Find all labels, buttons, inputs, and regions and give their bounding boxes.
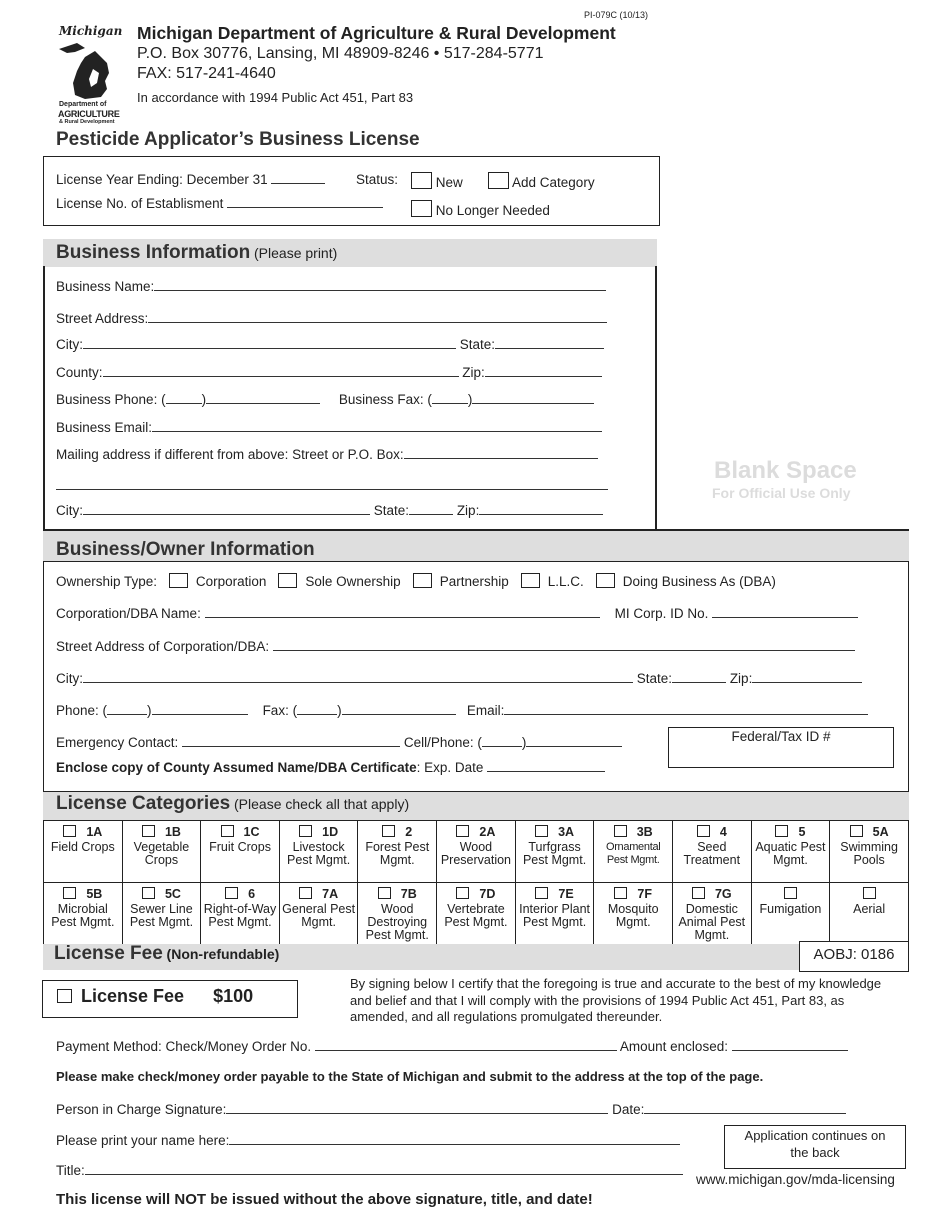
business-fax-label: Business Fax: ( [338,392,432,407]
form-code: PI-079C (10/13) [584,10,649,20]
ownership-checkbox[interactable] [278,573,297,588]
fee-title: License Fee [54,943,163,964]
corp-name-label: Corporation/DBA Name: [56,606,201,621]
category-header [673,887,751,901]
category-cell[interactable] [44,883,123,945]
business-info-title: Business Information [56,242,251,263]
category-label: Microbial Pest Mgmt. [51,902,115,929]
category-cell[interactable] [437,821,516,883]
corp-city-field[interactable] [83,671,633,683]
category-header [44,887,122,901]
corp-name-field[interactable] [205,606,600,618]
categories-row-1 [44,821,909,883]
category-checkbox[interactable] [535,887,548,899]
license-year-row [56,172,325,187]
category-cell[interactable] [515,883,594,945]
category-checkbox[interactable] [850,825,863,837]
category-checkbox[interactable] [63,887,76,899]
fee-heading [54,943,279,965]
agency-fax: FAX: 517-241-4640 [137,65,276,82]
ownership-type-options [161,574,776,589]
category-header [830,887,908,901]
mailing-label: Mailing address if different from above: Street or P.O. Box: [56,447,404,462]
category-checkbox[interactable] [221,825,234,837]
fee-option [57,986,253,1007]
ownership-label: L.L.C. [547,574,584,589]
category-cell[interactable] [279,821,358,883]
corp-street-field[interactable] [273,639,855,651]
corp-phone-field[interactable] [152,703,248,715]
print-name-label: Please print your name here: [56,1133,230,1148]
county-label: County: [56,365,103,380]
category-header [437,825,515,839]
title-row [56,1163,683,1178]
category-cell[interactable] [673,883,752,945]
category-code: 5 [798,825,806,839]
date-label: Date: [612,1102,645,1117]
business-info-heading [56,242,337,264]
category-cell[interactable] [594,821,673,883]
category-label: Field Crops [50,840,115,854]
category-cell[interactable] [44,821,123,883]
categories-table [43,820,909,945]
category-header [123,887,201,901]
corp-id-field[interactable] [712,606,858,618]
category-cell[interactable] [201,821,280,883]
agency-address: P.O. Box 30776, Lansing, MI 48909-8246 • 517-284-5771 [137,45,544,62]
category-header [280,887,358,901]
category-code: 5B [86,887,103,901]
mailing-state-field[interactable] [409,503,453,515]
category-cell[interactable] [122,821,201,883]
category-code: 2A [479,825,496,839]
ownership-label: Doing Business As (DBA) [622,574,776,589]
corp-phone-row [56,703,868,718]
cell-label: Cell/Phone: ( [403,735,482,750]
new-label: New [435,175,463,190]
city-row [56,337,604,352]
category-checkbox[interactable] [863,887,876,899]
status-new [411,172,463,190]
category-label: Ornamental Pest Mgmt. [605,841,661,866]
print-name-field[interactable] [229,1133,680,1145]
category-cell[interactable] [515,821,594,883]
ownership-type-row [56,573,776,589]
payment-row [56,1039,848,1054]
enclose-rest: : Exp. Date [416,760,484,775]
category-label: Mosquito Mgmt. [607,902,659,929]
category-code: 3B [636,825,653,839]
category-label: Sewer Line Pest Mgmt. [129,902,194,929]
title-field[interactable] [85,1163,683,1175]
business-info-subtitle: (Please print) [254,245,338,261]
category-checkbox[interactable] [614,825,627,837]
mailing-state-label: State: [373,503,410,518]
category-checkbox[interactable] [614,887,627,899]
category-code: 1A [86,825,103,839]
category-header [830,825,908,839]
business-fax-area[interactable] [432,392,468,404]
title-label: Title: [56,1163,85,1178]
signature-warning: This license will NOT be issued without the above signature, title, and date! [56,1191,593,1208]
amount-enclosed-label: Amount enclosed: [619,1039,728,1054]
federal-tax-id-label: Federal/Tax ID # [731,729,831,744]
business-name-field[interactable] [154,279,606,291]
mailing-city-label: City: [56,503,83,518]
enclose-bold: Enclose copy of County Assumed Name/DBA Certificate [56,760,417,775]
print-name-row [56,1133,680,1148]
category-checkbox[interactable] [382,825,395,837]
license-fee-label: License Fee [81,986,185,1006]
aobj-code: AOBJ: 0186 [813,946,895,963]
business-email-label: Business Email: [56,420,153,435]
mailing-line-2[interactable] [56,476,608,490]
cell-close: ) [521,735,527,750]
category-cell[interactable] [201,883,280,945]
category-code: 5A [872,825,889,839]
category-label: Forest Pest Mgmt. [365,840,430,867]
business-phone-label: Business Phone: ( [56,392,166,407]
category-label: Right-of-Way Pest Mgmt. [203,902,277,929]
corp-street-label: Street Address of Corporation/DBA: [56,639,270,654]
dba-exp-date-field[interactable] [487,760,605,772]
logo-script: Michigan [59,24,123,38]
corp-fax-label: Fax: ( [262,703,298,718]
status-add-category [488,172,595,190]
cell-field[interactable] [526,735,622,747]
category-label: Livestock Pest Mgmt. [287,840,351,867]
ownership-checkbox[interactable] [169,573,188,588]
category-cell[interactable] [279,883,358,945]
emergency-row [56,735,622,750]
corp-state-field[interactable] [672,671,726,683]
category-header [201,887,279,901]
corp-fax-field[interactable] [342,703,456,715]
license-year-field[interactable] [271,172,325,184]
public-act: In accordance with 1994 Public Act 451, Part 83 [137,90,414,105]
category-header [516,887,594,901]
ownership-checkbox[interactable] [596,573,615,588]
category-label: Vegetable Crops [133,840,190,867]
ownership-checkbox[interactable] [521,573,540,588]
category-checkbox[interactable] [142,887,155,899]
signature-row [56,1102,846,1117]
category-header [123,825,201,839]
category-label: Vertebrate Pest Mgmt. [444,902,508,929]
category-code: 5C [164,887,181,901]
category-code: 6 [248,887,256,901]
ownership-label: Partnership [439,574,509,589]
mailing-city-row [56,503,603,518]
amount-enclosed-field[interactable] [732,1039,848,1051]
cell-area[interactable] [482,735,522,747]
state-field[interactable] [495,337,604,349]
corp-fax-close: ) [337,703,342,718]
license-fee-checkbox[interactable] [57,989,72,1003]
county-field[interactable] [103,365,459,377]
category-cell[interactable] [358,883,437,945]
category-code: 7E [558,887,574,901]
category-checkbox[interactable] [378,887,391,899]
license-fee-amount: $100 [213,986,254,1006]
category-header [201,825,279,839]
corp-name-row [56,606,858,621]
category-checkbox[interactable] [142,825,155,837]
category-checkbox[interactable] [697,825,710,837]
phone-row [56,392,594,407]
business-info-border-left [43,266,45,530]
category-checkbox[interactable] [784,887,797,899]
category-code: 7F [637,887,652,901]
business-phone-close: ) [201,392,207,407]
category-label: General Pest Mgmt. [282,902,356,929]
license-no-row [56,196,383,211]
business-phone-field[interactable] [206,392,320,404]
category-cell[interactable] [594,883,673,945]
corp-email-label: Email: [466,703,505,718]
category-header [358,825,436,839]
license-no-label: License No. of Establisment [56,196,224,211]
email-row [56,420,602,435]
ownership-label: Sole Ownership [305,574,401,589]
category-code: 4 [719,825,727,839]
certification-text: By signing below I certify that the foregoing is true and accurate to the best of my knowledge and belief and that I will comply with the provisions of 1994 Public Act 451, Part 83, as amended, and all regulations promulgated thereunder. [350,976,882,1024]
logo-line-1: Department of [59,101,107,108]
category-checkbox[interactable] [225,887,238,899]
category-label: Seed Treatment [683,840,741,867]
emergency-field[interactable] [182,735,400,747]
mailing-zip-label: Zip: [456,503,480,518]
category-label: Aquatic Pest Mgmt. [755,840,826,867]
corp-id-label: MI Corp. ID No. [614,606,709,621]
corp-zip-field[interactable] [752,671,862,683]
category-header [752,887,830,901]
category-cell[interactable] [437,883,516,945]
ownership-option [278,574,400,589]
corp-phone-close: ) [147,703,152,718]
category-checkbox[interactable] [456,825,469,837]
corp-email-field[interactable] [504,703,868,715]
category-checkbox[interactable] [299,825,312,837]
mailing-city-field[interactable] [83,503,370,515]
category-code: 1D [322,825,339,839]
category-cell[interactable] [358,821,437,883]
new-checkbox[interactable] [411,172,432,189]
corp-street-row [56,639,855,654]
mailing-row [56,447,598,462]
business-name-label: Business Name: [56,279,155,294]
license-year-label: License Year Ending: December 31 [56,172,268,187]
category-code: 1C [243,825,260,839]
category-label: Interior Plant Pest Mgmt. [519,902,590,929]
ownership-option [596,574,776,589]
category-header [594,825,672,839]
ownership-option [413,574,509,589]
corp-state-label: State: [636,671,673,686]
continues-note: Application continues on the back [744,1128,886,1160]
category-cell[interactable] [751,883,830,945]
street-field[interactable] [148,311,607,323]
category-checkbox[interactable] [456,887,469,899]
category-label: Fumigation [759,902,822,916]
street-row [56,311,607,326]
category-label: Wood Destroying Pest Mgmt. [365,902,429,942]
zip-field[interactable] [485,365,602,377]
category-label: Domestic Animal Pest Mgmt. [678,902,746,942]
ownership-checkbox[interactable] [413,573,432,588]
category-code: 7A [322,887,339,901]
category-header [594,887,672,901]
signature-field[interactable] [226,1102,608,1114]
business-phone-area[interactable] [166,392,202,404]
website-link[interactable]: www.michigan.gov/mda-licensing [696,1172,895,1187]
mailing-field[interactable] [404,447,598,459]
add-category-checkbox[interactable] [488,172,509,189]
michigan-map-icon [55,39,127,101]
category-code: 2 [405,825,413,839]
business-email-field[interactable] [152,420,602,432]
category-label: Swimming Pools [840,840,898,867]
category-code: 1B [164,825,181,839]
category-checkbox[interactable] [775,825,788,837]
category-cell[interactable] [673,821,752,883]
categories-heading [56,793,409,815]
categories-title: License Categories [56,793,231,814]
logo-line-2: AGRICULTURE [58,109,120,119]
logo-line-3: & Rural Development [59,119,115,125]
street-label: Street Address: [56,311,149,326]
category-cell[interactable] [830,821,909,883]
category-label: Fruit Crops [209,840,271,854]
category-header [516,825,594,839]
owner-info-title: Business/Owner Information [56,539,315,560]
page-title: Pesticide Applicator’s Business License [56,129,420,150]
category-header [280,825,358,839]
category-header [437,887,515,901]
official-use-title: Blank Space [714,457,857,484]
corp-zip-label: Zip: [729,671,753,686]
city-field[interactable] [83,337,456,349]
zip-label: Zip: [462,365,485,380]
category-cell[interactable] [122,883,201,945]
status-box [43,156,660,226]
business-info-border-right [655,266,657,530]
license-no-field[interactable] [227,196,383,208]
corp-phone-area[interactable] [107,703,147,715]
corp-phone-label: Phone: ( [56,703,108,718]
ownership-option [521,574,584,589]
ownership-option [169,574,267,589]
category-label: Aerial [853,902,886,916]
business-fax-field[interactable] [472,392,594,404]
category-checkbox[interactable] [63,825,76,837]
state-label: State: [459,337,496,352]
business-fax-close: ) [467,392,473,407]
category-header [358,887,436,901]
payment-label: Payment Method: Check/Money Order No. [56,1039,312,1054]
fee-subtitle: (Non-refundable) [166,946,280,962]
enclose-row [56,760,605,775]
category-checkbox[interactable] [692,887,705,899]
category-header [752,825,830,839]
ownership-label: Corporation [195,574,267,589]
add-category-label: Add Category [512,175,595,190]
payable-note: Please make check/money order payable to the State of Michigan and submit to the address at the top of the page. [56,1069,764,1084]
category-label: Turfgrass Pest Mgmt. [522,840,587,867]
category-cell[interactable] [830,883,909,945]
category-label: Wood Preservation [440,840,512,867]
check-number-field[interactable] [315,1039,617,1051]
corp-city-row [56,671,862,686]
city-label: City: [56,337,83,352]
category-code: 3A [558,825,575,839]
category-code: 7B [400,887,417,901]
corp-city-label: City: [56,671,83,686]
no-longer-needed-label: No Longer Needed [435,203,550,218]
official-use-subtitle: For Official Use Only [712,485,851,501]
status-no-longer [411,200,550,218]
category-header [44,825,122,839]
mdard-logo [55,24,127,124]
county-row [56,365,602,380]
business-name-row [56,279,606,294]
emergency-label: Emergency Contact: [56,735,179,750]
no-longer-needed-checkbox[interactable] [411,200,432,217]
mailing-zip-field[interactable] [479,503,603,515]
status-label: Status: [356,172,399,187]
category-code: 7G [714,887,732,901]
categories-subtitle: (Please check all that apply) [234,796,410,812]
categories-row-2 [44,883,909,945]
agency-name: Michigan Department of Agriculture & Rural Development [137,23,616,43]
category-code: 7D [479,887,496,901]
signature-label: Person in Charge Signature: [56,1102,227,1117]
category-checkbox[interactable] [535,825,548,837]
ownership-type-label: Ownership Type: [56,574,158,589]
corp-fax-area[interactable] [297,703,337,715]
category-checkbox[interactable] [299,887,312,899]
category-cell[interactable] [751,821,830,883]
category-header [673,825,751,839]
date-field[interactable] [644,1102,846,1114]
